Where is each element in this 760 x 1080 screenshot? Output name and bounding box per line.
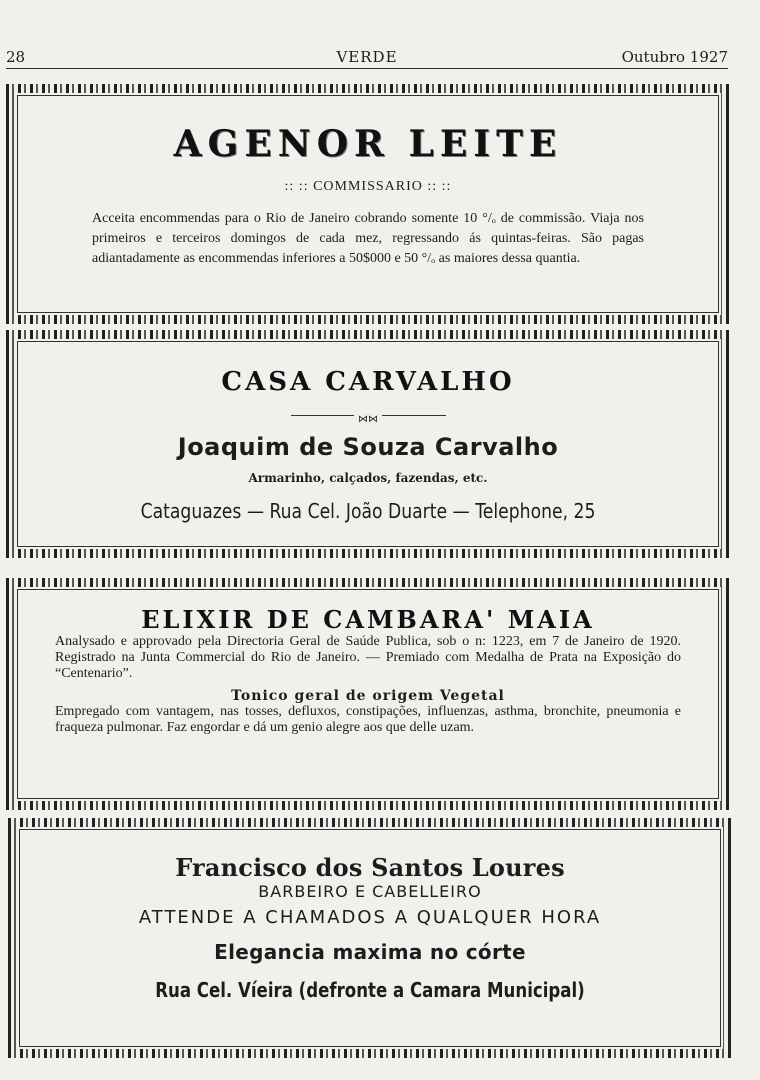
ad-title: ELIXIR DE CAMBARA' MAIA <box>141 605 595 634</box>
ad-subtitle: :: :: COMMISSARIO :: :: <box>284 179 452 194</box>
advertisement-agenor-leite <box>6 84 730 324</box>
approval-text: Analysado e approvado pela Directoria Geral de Saúde Publica, sob o n: 1223, em 7 de Janeiro de 1920. Registrado na Junta Commercial do Rio de Janeiro. — Premiado com Medalha de Prata na Exposição do “Centenario”. <box>55 634 681 681</box>
ad-title: CASA CARVALHO <box>221 367 515 397</box>
advertisement-elixir-cambara-maia <box>6 578 730 810</box>
advertisement-casa-carvalho <box>6 330 730 558</box>
barber-name: Francisco dos Santos Loures <box>175 853 565 882</box>
ad-description: Acceita encommendas para o Rio de Janeiro cobrando somente 10 °/ₒ de commissão. Viaja nos primeiros e terceiros domingos de cada mez, regressando ás quintas-feiras. São pagas adiantadamente as encommendas inferiores a 50$000 e 50 °/ₒ as maiores dessa quantia. <box>92 211 644 266</box>
issue-date: Outubro 1927 <box>621 48 728 66</box>
slogan-line: Elegancia maxima no córte <box>214 940 526 964</box>
advertisement-francisco-loures <box>8 818 732 1058</box>
divider-ornament-icon: ⋈⋈ <box>354 414 382 425</box>
ornamental-divider <box>291 409 446 425</box>
profession-line: BARBEIRO E CABELLEIRO <box>258 882 482 901</box>
page-header <box>6 46 728 69</box>
goods-line: Armarinho, calçados, fazendas, etc. <box>248 471 488 485</box>
address-line: Cataguazes — Rua Cel. João Duarte — Telephone, 25 <box>140 499 596 523</box>
page-number: 28 <box>6 48 26 66</box>
ad-title: AGENOR LEITE <box>173 123 563 165</box>
owner-name: Joaquim de Souza Carvalho <box>177 433 559 461</box>
shop-address: Rua Cel. Víeira (defronte a Camara Municipal) <box>155 978 585 1002</box>
service-notice: ATTENDE A CHAMADOS A QUALQUER HORA <box>138 907 602 928</box>
ad-tagline: Tonico geral de origem Vegetal <box>231 688 505 704</box>
usage-text: Empregado com vantagem, nas tosses, defluxos, constipações, influenzas, asthma, bronchite, pneumonia e fraqueza pulmonar. Faz engordar e dá um genio alegre aos que delle uzam. <box>55 704 681 735</box>
magazine-title: VERDE <box>336 48 398 66</box>
